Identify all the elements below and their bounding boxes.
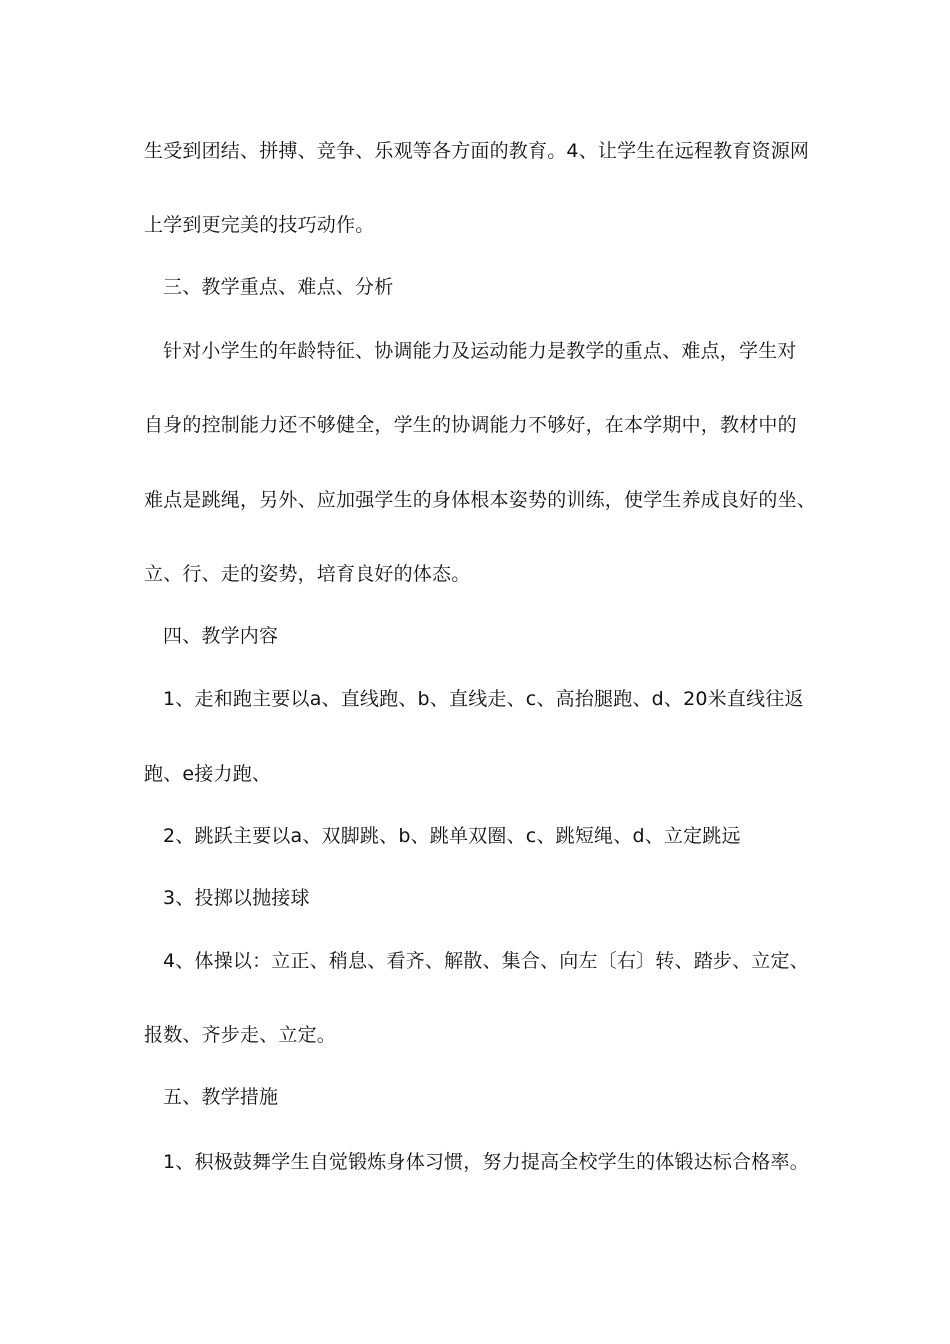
body-text-line: 针对小学生的年龄特征、协调能力及运动能力是教学的重点、难点，学生对 [163,340,797,362]
list-item: 1、积极鼓舞学生自觉锻炼身体习惯，努力提高全校学生的体锻达标合格率。 [163,1151,809,1173]
list-item-continuation: 跑、e接力跑、 [144,763,272,785]
section-heading-measures: 五、教学措施 [163,1086,279,1108]
list-item: 4、体操以：立正、稍息、看齐、解散、集合、向左〔右〕转、踏步、立定、 [163,950,809,972]
body-text-line: 难点是跳绳，另外、应加强学生的身体根本姿势的训练，使学生养成良好的坐、 [144,489,817,511]
body-text-line: 上学到更完美的技巧动作。 [144,214,375,236]
list-item-continuation: 报数、齐步走、立定。 [144,1024,337,1046]
section-heading-key-points: 三、教学重点、难点、分析 [163,276,394,298]
body-text-line: 自身的控制能力还不够健全，学生的协调能力不够好，在本学期中，教材中的 [144,414,797,436]
list-item: 1、走和跑主要以a、直线跑、b、直线走、c、高抬腿跑、d、20米直线往返 [163,688,804,710]
list-item: 2、跳跃主要以a、双脚跳、b、跳单双圈、c、跳短绳、d、立定跳远 [163,825,741,847]
section-heading-content: 四、教学内容 [163,625,279,647]
body-text-line: 生受到团结、拼搏、竞争、乐观等各方面的教育。4、让学生在远程教育资源网 [144,140,810,162]
list-item: 3、投掷以抛接球 [163,887,310,909]
body-text-line: 立、行、走的姿势，培育良好的体态。 [144,563,471,585]
